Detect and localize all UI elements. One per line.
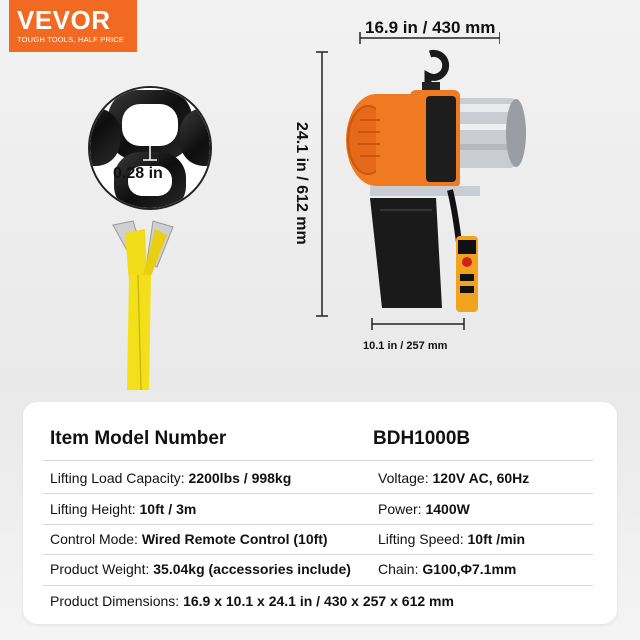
- divider: [43, 524, 593, 525]
- divider: [43, 585, 593, 586]
- spec-header-value: BDH1000B: [373, 428, 471, 449]
- logo-tagline: TOUGH TOOLS, HALF PRICE: [17, 35, 125, 44]
- vevor-logo: [9, 0, 137, 52]
- height-dimension-label: 24.1 in / 612 mm: [293, 122, 310, 245]
- chain-thickness-label: 0.28 in: [113, 165, 163, 182]
- chain-link-image: [80, 78, 220, 218]
- spec-row-power: Power: 1400W: [378, 501, 470, 517]
- spec-row-dimensions: Product Dimensions: 16.9 x 10.1 x 24.1 in / 430 x 257 x 612 mm: [50, 593, 454, 609]
- logo-brand: VEVOR: [17, 5, 111, 35]
- divider: [43, 554, 593, 555]
- spec-row-height: Lifting Height: 10ft / 3m: [50, 501, 197, 517]
- spec-header-label: Item Model Number: [50, 428, 227, 449]
- divider: [43, 493, 593, 494]
- spec-row-speed: Lifting Speed: 10ft /min: [378, 531, 526, 547]
- lifting-sling-image: [105, 215, 185, 395]
- width-dimension-label: 16.9 in / 430 mm: [365, 18, 496, 37]
- base-dimension-label: 10.1 in / 257 mm: [363, 340, 448, 352]
- spec-row-weight: Product Weight: 35.04kg (accessories include): [50, 561, 351, 577]
- divider: [43, 460, 593, 461]
- spec-row-control: Control Mode: Wired Remote Control (10ft): [50, 531, 328, 547]
- spec-row-chain: Chain: G100,Φ7.1mm: [378, 561, 517, 577]
- spec-row-capacity: Lifting Load Capacity: 2200lbs / 998kg: [50, 470, 292, 486]
- spec-table: [23, 402, 617, 624]
- dimension-lines: [300, 30, 500, 350]
- spec-row-voltage: Voltage: 120V AC, 60Hz: [378, 470, 530, 486]
